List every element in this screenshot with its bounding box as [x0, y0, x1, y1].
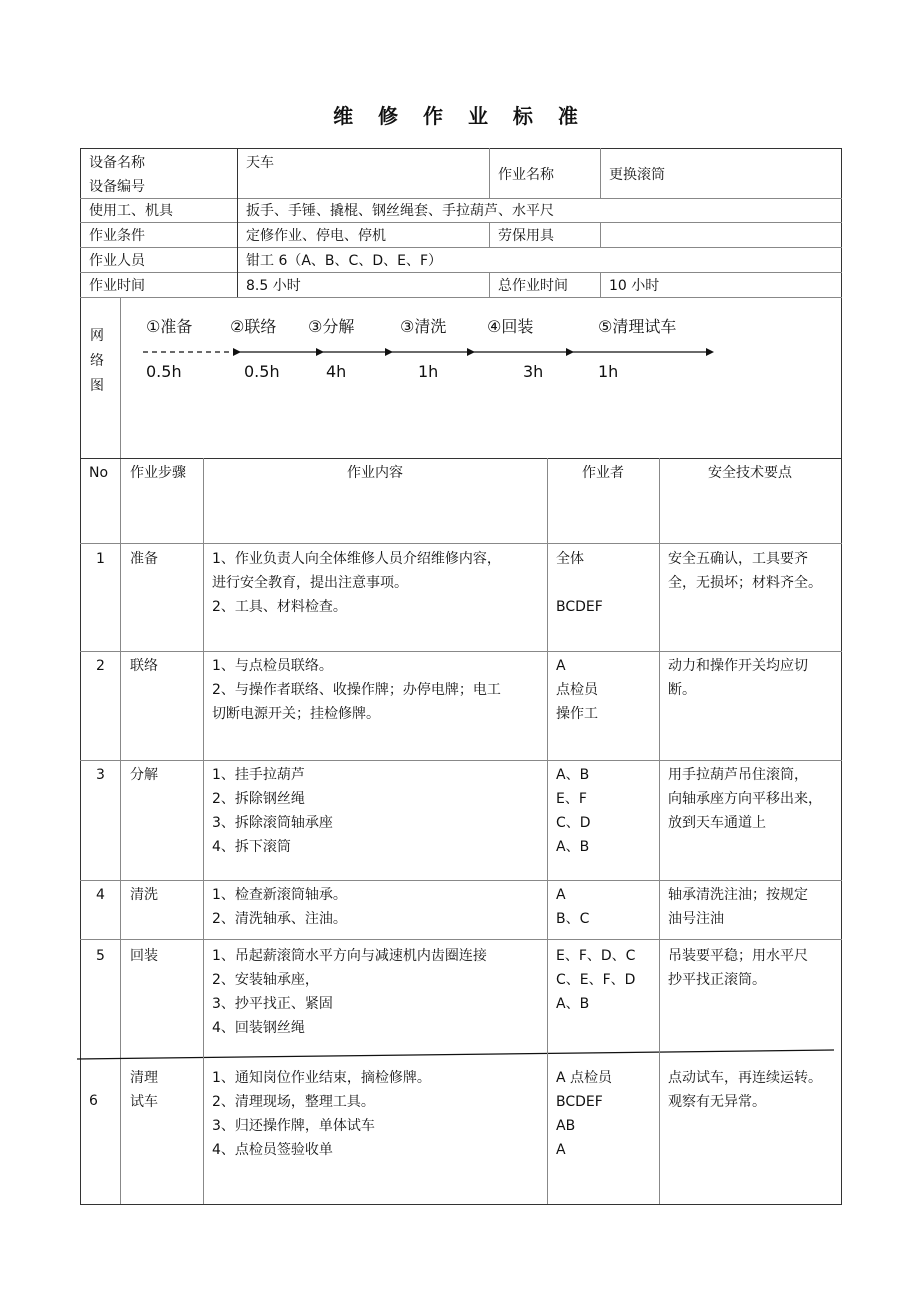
table-row-operator: A、B E、F C、D A、B — [556, 767, 591, 855]
table-row-no: 3 — [96, 767, 105, 783]
header-step: 作业步骤 — [130, 465, 186, 481]
table-row-step: 清洗 — [130, 887, 158, 903]
table-row-content: 1、通知岗位作业结束，摘检修牌。 2、清理现场，整理工具。 3、归还操作牌，单体试车 4、点检员签验收单 — [212, 1070, 431, 1158]
divider — [80, 760, 842, 761]
divider — [80, 880, 842, 881]
table-row-safety: 动力和操作开关均应切 断。 — [668, 658, 808, 698]
row-divider-slanted — [77, 1050, 834, 1059]
table-row-step: 联络 — [130, 658, 158, 674]
table-row-safety: 吊装要平稳；用水平尺 抄平找正滚筒。 — [668, 948, 808, 988]
network-duration-6: 1h — [598, 362, 619, 381]
table-row-content: 1、挂手拉葫芦 2、拆除钢丝绳 3、拆除滚筒轴承座 4、拆下滚筒 — [212, 767, 333, 855]
total-time-value: 10 小时 — [609, 278, 660, 294]
personnel-value: 钳工 6（A、B、C、D、E、F） — [246, 253, 442, 269]
table-row-operator: 全体 BCDEF — [556, 551, 603, 615]
conditions-label: 作业条件 — [89, 228, 145, 244]
arrowhead — [566, 348, 574, 356]
equipment-no-label: 设备编号 — [89, 179, 145, 195]
network-duration-5: 3h — [523, 362, 544, 381]
table-row-safety: 点动试车，再连续运转。 观察有无异常。 — [668, 1070, 822, 1110]
table-row-no: 2 — [96, 658, 105, 674]
divider — [80, 939, 842, 940]
network-step-4: ③清洗 — [400, 317, 447, 336]
table-row-step: 准备 — [130, 551, 158, 567]
equipment-name-value: 天车 — [246, 155, 274, 171]
table-row-content: 1、作业负责人向全体维修人员介绍维修内容， 进行安全教育，提出注意事项。 2、工具、材料检查。 — [212, 551, 501, 615]
arrowhead — [467, 348, 475, 356]
network-step-5: ④回装 — [487, 317, 534, 336]
network-step-1: ①准备 — [146, 317, 193, 336]
network-step-2: ②联络 — [230, 317, 277, 336]
table-row-safety: 用手拉葫芦吊住滚筒， 向轴承座方向平移出来， 放到天车通道上 — [668, 767, 822, 831]
table-row-safety: 轴承清洗注油；按规定 油号注油 — [668, 887, 808, 927]
table-row-operator: A 点检员 操作工 — [556, 658, 598, 722]
page-title: 维 修 作 业 标 准 — [333, 104, 587, 128]
header-content: 作业内容 — [347, 465, 403, 481]
table-row-safety: 安全五确认，工具要齐 全，无损坏；材料齐全。 — [668, 551, 822, 591]
divider — [659, 458, 660, 1204]
arrowhead — [385, 348, 393, 356]
divider — [547, 458, 548, 1204]
network-step-3: ③分解 — [308, 317, 355, 336]
table-row-no: 1 — [96, 551, 105, 567]
tools-label: 使用工、机具 — [89, 203, 173, 219]
total-time-label: 总作业时间 — [498, 278, 568, 294]
network-duration-1: 0.5h — [146, 362, 182, 381]
divider — [80, 543, 842, 544]
arrowhead — [706, 348, 714, 356]
table-row-operator: A B、C — [556, 887, 590, 927]
table-row-operator: A 点检员 BCDEF AB A — [556, 1070, 613, 1158]
table-row-no: 6 — [89, 1093, 98, 1109]
table-row-content: 1、检查新滚筒轴承。 2、清洗轴承、注油。 — [212, 887, 347, 927]
table-row-content: 1、吊起薪滚筒水平方向与减速机内齿圈连接 2、安装轴承座， 3、抄平找正、紧固 4、回装钢丝绳 — [212, 948, 487, 1036]
ppe-label: 劳保用具 — [498, 228, 554, 244]
conditions-value: 定修作业、停电、停机 — [246, 228, 386, 244]
network-duration-4: 1h — [418, 362, 439, 381]
job-name-value: 更换滚筒 — [609, 167, 665, 183]
table-row-step: 清理 试车 — [130, 1070, 158, 1110]
job-name-label: 作业名称 — [498, 167, 554, 183]
divider — [80, 651, 842, 652]
table-row-step: 回装 — [130, 948, 158, 964]
network-duration-3: 4h — [326, 362, 347, 381]
divider — [203, 458, 204, 1204]
personnel-label: 作业人员 — [89, 253, 145, 269]
arrowhead — [233, 348, 241, 356]
header-operator: 作业者 — [582, 465, 624, 481]
table-row-operator: E、F、D、C C、E、F、D A、B — [556, 948, 636, 1012]
network-step-6: ⑤清理试车 — [598, 317, 677, 336]
table-row-step: 分解 — [130, 767, 158, 783]
equipment-name-label: 设备名称 — [89, 155, 145, 171]
header-no: No — [89, 465, 109, 481]
table-row-content: 1、与点检员联络。 2、与操作者联络、收操作牌；办停电牌；电工 切断电源开关；挂检修牌。 — [212, 658, 501, 722]
header-safety: 安全技术要点 — [708, 465, 792, 481]
work-time-value: 8.5 小时 — [246, 278, 301, 294]
network-duration-2: 0.5h — [244, 362, 280, 381]
network-label: 网 络 图 — [90, 328, 104, 394]
work-time-label: 作业时间 — [89, 278, 145, 294]
table-row-no: 4 — [96, 887, 105, 903]
table-row-no: 5 — [96, 948, 105, 964]
tools-value: 扳手、手锤、撬棍、钢丝绳套、手拉葫芦、水平尺 — [246, 203, 554, 219]
arrowhead — [316, 348, 324, 356]
